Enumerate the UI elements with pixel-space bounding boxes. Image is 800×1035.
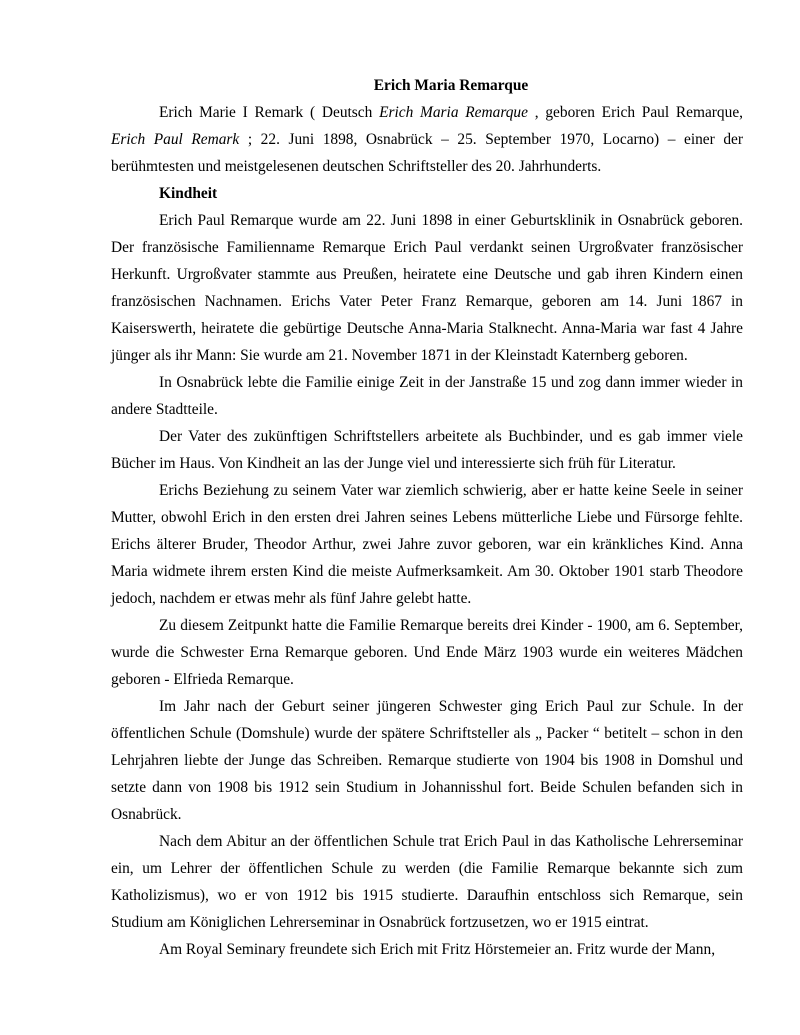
paragraph-6: Im Jahr nach der Geburt seiner jüngeren Schwester ging Erich Paul zur Schule. In der öffentlichen Schule (Domshule) wurde der spätere Schriftsteller als „ Packer “ betitelt – schon in den Lehrjahren liebte der Junge das Schreiben. Remarque studierte von 1904 bis 1908 in Domshul und setzte dann von 1908 bis 1912 sein Studium in Johannisshul fort. Beide Schulen befanden sich in Osnabrück. xyxy=(111,698,743,823)
intro-text-2: , geboren Erich Paul Remarque, xyxy=(527,104,743,121)
intro-text-3: ; 22. Juni 1898, Osnabrück – 25. September 1970, Locarno) – einer der berühmtesten und meistgelesenen deutschen Schriftsteller des 20. Jahrhunderts. xyxy=(111,131,743,175)
paragraph-3: Der Vater des zukünftigen Schriftstellers arbeitete als Buchbinder, und es gab immer viele Bücher im Haus. Von Kindheit an las der Junge viel und interessierte sich früh für Literatur. xyxy=(111,428,743,472)
paragraph-7: Nach dem Abitur an der öffentlichen Schule trat Erich Paul in das Katholische Lehrerseminar ein, um Lehrer der öffentlichen Schule zu werden (die Familie Remarque bekannte sich zum Katholizismus), wo er von 1912 bis 1915 studierte. Daraufhin entschloss sich Remarque, sein Studium am Königlichen Lehrerseminar in Osnabrück fortzusetzen, wo er 1915 eintrat. xyxy=(111,833,743,931)
paragraph-2: In Osnabrück lebte die Familie einige Zeit in der Janstraße 15 und zog dann immer wieder in andere Stadtteile. xyxy=(111,374,743,418)
intro-italic-name-1: Erich Maria Remarque xyxy=(379,104,528,121)
intro-text-1: Erich Marie I Remark ( Deutsch xyxy=(159,104,380,121)
section-heading: Kindheit xyxy=(159,185,218,202)
document-title: Erich Maria Remarque xyxy=(373,77,529,94)
paragraph-5: Zu diesem Zeitpunkt hatte die Familie Remarque bereits drei Kinder - 1900, am 6. September, wurde die Schwester Erna Remarque geboren. Und Ende März 1903 wurde ein weiteres Mädchen geboren - Elfrieda Remarque. xyxy=(111,617,743,688)
intro-paragraph xyxy=(111,99,743,180)
intro-italic-name-2: Erich Paul Remark xyxy=(111,131,240,148)
paragraph-4: Erichs Beziehung zu seinem Vater war ziemlich schwierig, aber er hatte keine Seele in seiner Mutter, obwohl Erich in den ersten drei Jahren seines Lebens mütterliche Liebe und Fürsorge fehlte. Erichs älterer Bruder, Theodor Arthur, zwei Jahre zuvor geboren, war ein kränkliches Kind. Anna Maria widmete ihrem ersten Kind die meiste Aufmerksamkeit. Am 30. Oktober 1901 starb Theodore jedoch, nachdem er etwas mehr als fünf Jahre gelebt hatte. xyxy=(111,482,743,607)
document-page xyxy=(111,72,743,963)
paragraph-8: Am Royal Seminary freundete sich Erich mit Fritz Hörstemeier an. Fritz wurde der Mann, xyxy=(159,941,716,958)
paragraph-1: Erich Paul Remarque wurde am 22. Juni 1898 in einer Geburtsklinik in Osnabrück geboren. Der französische Familienname Remarque Erich Paul verdankt seinen Urgroßvater französischer Herkunft. Urgroßvater stammte aus Preußen, heiratete eine Deutsche und gab ihren Kindern einen französischen Nachnamen. Erichs Vater Peter Franz Remarque, geboren am 14. Juni 1867 in Kaiserswerth, heiratete die gebürtige Deutsche Anna-Maria Stalknecht. Anna-Maria war fast 4 Jahre jünger als ihr Mann: Sie wurde am 21. November 1871 in der Kleinstadt Katernberg geboren. xyxy=(111,212,743,364)
